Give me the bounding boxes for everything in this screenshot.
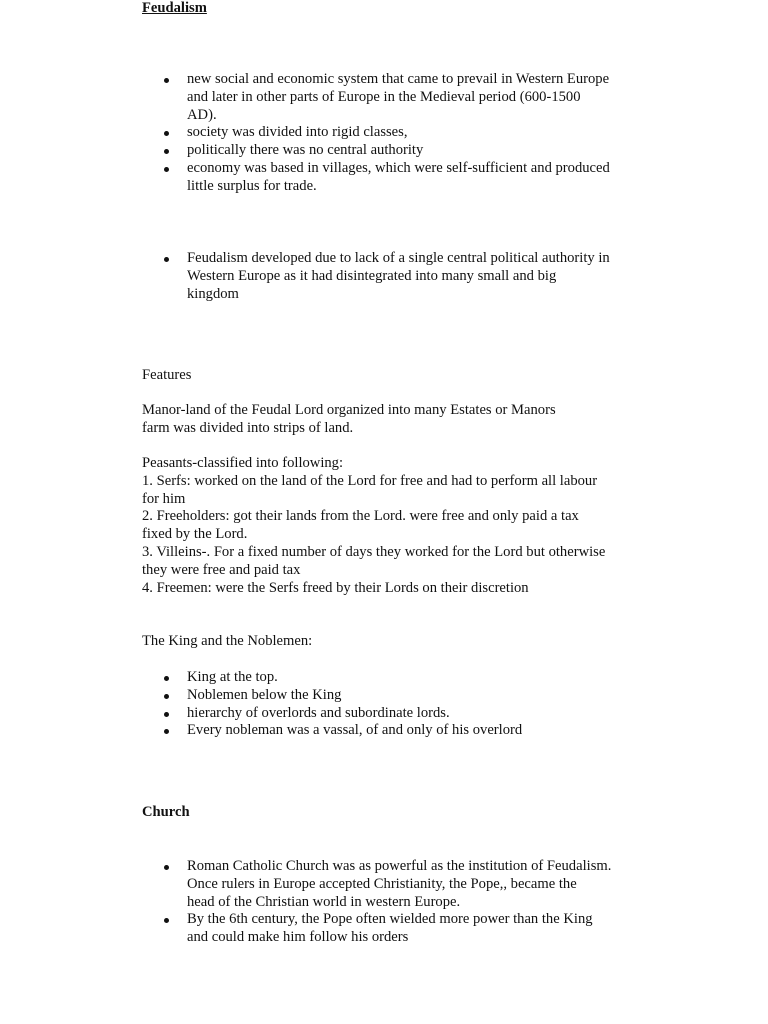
manor-paragraph [142,402,642,438]
bullet-text: new social and economic system that came to prevail in Western Europe and later in other parts of Europe in the Medieval period (600-1500 AD). [187,71,610,123]
bullet-text: By the 6th century, the Pope often wielded more power than the King and could make him follow his orders [187,911,593,946]
bullet-text: Noblemen below the King [187,686,342,703]
bullet-icon [164,712,169,717]
bullet-item [142,71,642,124]
bullet-text: hierarchy of overlords and subordinate lords. [187,704,450,721]
bullet-text: economy was based in villages, which were self-sufficient and produced little surplus for trade. [187,159,610,194]
bullet-text: politically there was no central authority [187,142,424,159]
bullet-item [142,124,642,142]
bullet-icon [164,694,169,699]
peasants-heading: Peasants-classified into following: [142,455,344,471]
bullet-icon [164,676,169,681]
bullet-icon [164,131,169,136]
development-bullet-list [142,250,642,303]
bullet-icon [164,729,169,734]
bullet-icon [164,257,169,262]
bullet-item [142,160,642,196]
king-bullet-list [142,669,642,740]
bullet-icon [164,167,169,172]
bullet-text: King at the top. [187,669,278,685]
bullet-text: Every nobleman was a vassal, of and only of his overlord [187,722,523,739]
bullet-item [142,250,642,303]
bullet-icon [164,918,169,923]
church-bullet-list [142,858,642,947]
peasant-item: 1. Serfs: worked on the land of the Lord for free and had to perform all labour for him [142,472,598,507]
bullet-item [142,687,642,705]
peasant-item: 3. Villeins-. For a fixed number of days they worked for the Lord but otherwise they were free and paid tax [142,543,606,578]
bullet-item [142,858,642,911]
peasant-item: 2. Freeholders: got their lands from the Lord. were free and only paid a tax fixed by the Lord. [142,508,579,543]
page-title: Feudalism [142,0,207,16]
bullet-icon [164,149,169,154]
bullet-item [142,911,642,947]
manor-line: farm was divided into strips of land. [142,419,354,436]
manor-line: Manor-land of the Feudal Lord organized into many Estates or Manors [142,402,556,418]
bullet-item [142,669,642,687]
features-heading: Features [142,367,192,383]
bullet-icon [164,865,169,870]
king-heading: The King and the Noblemen: [142,633,313,649]
bullet-item [142,142,642,160]
bullet-text: society was divided into rigid classes, [187,124,408,141]
peasants-section [142,455,642,597]
bullet-icon [164,78,169,83]
bullet-text: Feudalism developed due to lack of a single central political authority in Western Europe as it had disintegrated into many small and big kingdom [187,250,610,302]
peasant-item: 4. Freemen: were the Serfs freed by their Lords on their discretion [142,579,529,596]
bullet-item [142,722,642,740]
church-heading: Church [142,804,190,820]
bullet-text: Roman Catholic Church was as powerful as the institution of Feudalism. Once rulers in Europe accepted Christianity, the Pope,, became the head of the Christian world in western Europe. [187,858,612,910]
intro-bullet-list [142,71,642,196]
bullet-item [142,705,642,723]
